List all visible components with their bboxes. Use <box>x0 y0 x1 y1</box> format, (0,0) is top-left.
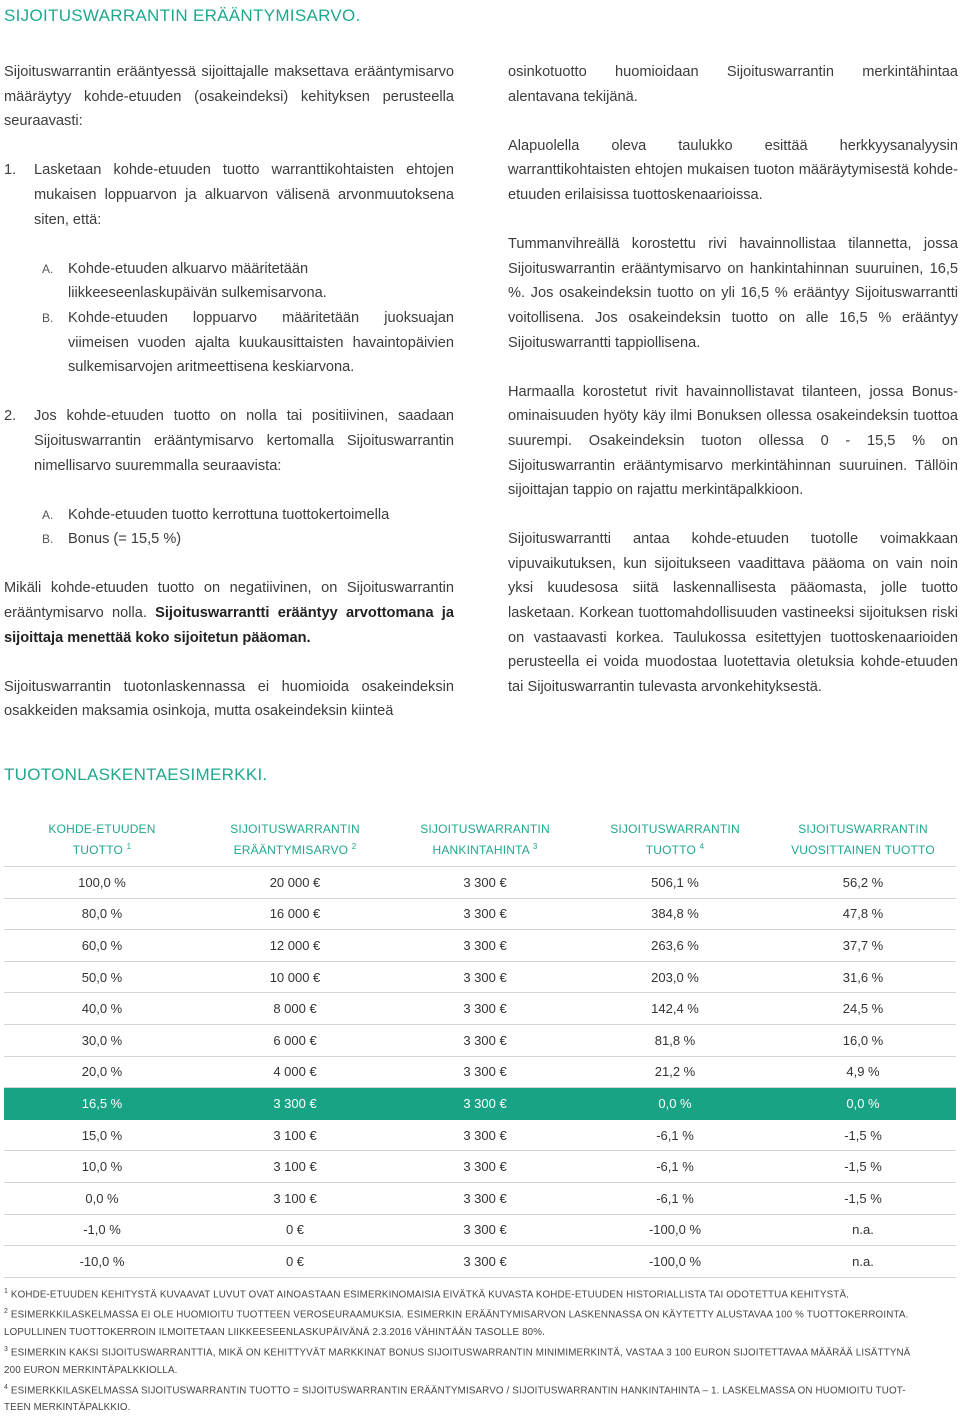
footnote-2-cont: LOPULLINEN TUOTTOKERROIN ILMOITETAAN LIIKKEESEENLASKUPÄIVÄNÄ 2.3.2016 VÄHINTÄÄN TASOLLE 80%. <box>4 1326 546 1338</box>
table-row <box>4 1246 956 1278</box>
cell-underlying-return: 80,0 % <box>81 906 123 922</box>
list-item-2a <box>42 503 454 528</box>
cell-maturity-value: 10 000 € <box>269 969 321 985</box>
cell-maturity-value: 12 000 € <box>269 937 321 953</box>
column-header: SIJOITUSWARRANTIN VUOSITTAINEN TUOTTO <box>791 822 935 857</box>
cell-purchase-price: 3 300 € <box>463 1127 507 1143</box>
section-title-example: TUOTONLASKENTAESIMERKKI. <box>4 765 268 784</box>
footnote-3: $^3$ ESIMERKIN KAKSI SIJOITUSWARRANTTIA, MIKÄ ON KEHITTYVÄT MARKKINAT BONUS SIJOITUSWARRANTIN MINIMIMERKINTÄ, VASTAA 3 100 EURON SIJOITETTAVAA MÄÄRÄÄ LISÄTTYNÄ <box>4 1346 911 1359</box>
cell-annual-return: -1,5 % <box>844 1127 882 1143</box>
cell-annual-return: 24,5 % <box>842 1001 884 1017</box>
list-item-2b <box>42 527 454 552</box>
list-text: Kohde-etuuden alkuarvo määritetään liikkeeseenlaskupäivän sulkemisarvona. <box>68 260 327 302</box>
table-row <box>4 1025 956 1057</box>
right-paragraph-5: Sijoituswarrantti antaa kohde-etuuden tuotolle voimakkaan vipuvaikutuksen, kun sijoitukseen vaadittava pääoma on vain noin yksi kuudesosa siitä laskennallisesta pääomasta, jolle tuotto lasketaan. Korkean tuottomahdollisuuden vastineeksi sijoituksen riski on vastaavasti korkea. Taulukossa esitettyjen tuottoskenaarioiden perusteella ei voida muodostaa luotettavia oletuksia kohde-etuuden tai Sijoituswarrantin tulevasta arvonkehityksestä. <box>508 531 958 695</box>
dividend-paragraph: Sijoituswarrantin tuotonlaskennassa ei huomioida osakeindeksin osakkeiden maksamia osinkoja, mutta osakeindeksin kiinteä <box>4 678 454 720</box>
list-number: 2. <box>4 408 17 425</box>
cell-underlying-return: 50,0 % <box>81 969 123 985</box>
cell-annual-return: 56,2 % <box>842 874 884 890</box>
cell-underlying-return: -1,0 % <box>83 1222 121 1238</box>
list-number: 1. <box>4 162 17 179</box>
cell-underlying-return: 15,0 % <box>81 1127 123 1143</box>
cell-annual-return: 47,8 % <box>842 906 884 922</box>
table-row <box>4 1120 956 1152</box>
table-row <box>4 1183 956 1215</box>
cell-warrant-return: -6,1 % <box>656 1159 694 1175</box>
cell-warrant-return: 263,6 % <box>651 937 699 953</box>
cell-maturity-value: 3 300 € <box>273 1095 317 1111</box>
cell-warrant-return: -100,0 % <box>648 1253 702 1269</box>
list-item-1b <box>42 306 454 380</box>
table-row <box>4 1057 956 1089</box>
table-row <box>4 899 956 931</box>
cell-underlying-return: 10,0 % <box>81 1159 123 1175</box>
negative-return-bold: Sijoituswarrantti erääntyy arvottomana ja sijoittaja menettää koko sijoitetun pääoman. <box>4 605 454 646</box>
cell-annual-return: -1,5 % <box>844 1159 882 1175</box>
cell-underlying-return: 100,0 % <box>78 874 126 890</box>
table-row <box>4 1215 956 1247</box>
cell-underlying-return: -10,0 % <box>79 1253 125 1269</box>
footnote-4-cont: TEEN MERKINTÄPALKKIO. <box>4 1402 131 1414</box>
cell-purchase-price: 3 300 € <box>463 1064 507 1080</box>
list-letter: B. <box>42 310 54 325</box>
cell-maturity-value: 20 000 € <box>269 874 321 890</box>
table-row <box>4 1151 956 1183</box>
right-paragraph-4: Harmaalla korostetut rivit havainnollistavat tilanteen, jossa Bonus-ominaisuuden hyöty käy ilmi Bonuksen ollessa osakeindeksin tuottoa suurempi. Osakeindeksin tuoton ollessa 0 - 15,5 % on Sijoituswarrantin erääntymisarvo merkintähinnan suuruinen. Tällöin sijoittajan tappio on rajattu merkintäpalkkioon. <box>508 383 958 499</box>
cell-warrant-return: 21,2 % <box>654 1064 696 1080</box>
cell-warrant-return: 203,0 % <box>651 969 699 985</box>
left-column <box>4 60 454 724</box>
list-text: Kohde-etuuden loppuarvo määritetään juoksuajan viimeisen vuoden ajalta kuukausittaisten havaintopäivien sulkemisarvojen aritmeettisena keskiarvona. <box>68 309 454 376</box>
cell-annual-return: 16,0 % <box>842 1032 884 1048</box>
footnote-4: $^4$ ESIMERKKILASKELMASSA SIJOITUSWARRANTIN TUOTTO = SIJOITUSWARRANTIN ERÄÄNTYMISARVO / SIJOITUSWARRANTIN HANKINTAHINTA – 1. LASKELMASSA ON HUOMIOITU TUOT- <box>4 1383 906 1397</box>
negative-return-paragraph <box>4 576 454 650</box>
column-header: SIJOITUSWARRANTIN TUOTTO $^4$ <box>610 822 740 857</box>
list-letter: A. <box>42 261 54 276</box>
cell-purchase-price: 3 300 € <box>463 1190 507 1206</box>
column-header: SIJOITUSWARRANTIN ERÄÄNTYMISARVO $^2$ <box>230 822 360 857</box>
cell-warrant-return: -100,0 % <box>648 1222 702 1238</box>
cell-maturity-value: 6 000 € <box>273 1032 317 1048</box>
cell-annual-return: n.a. <box>852 1253 874 1269</box>
list-text: Bonus (= 15,5 %) <box>68 531 182 548</box>
intro-paragraph: Sijoituswarrantin erääntyessä sijoittajalle maksettava erääntymisarvo määräytyy kohde-etuuden (osakeindeksi) kehityksen perusteella seuraavasti: <box>4 64 454 130</box>
cell-warrant-return: 81,8 % <box>654 1032 696 1048</box>
cell-annual-return: 37,7 % <box>842 937 884 953</box>
cell-purchase-price: 3 300 € <box>463 937 507 953</box>
table-row-highlighted <box>4 1088 956 1120</box>
cell-purchase-price: 3 300 € <box>463 1001 507 1017</box>
footnote-3-cont: 200 EURON MERKINTÄPALKKIOLLA. <box>4 1364 178 1376</box>
cell-warrant-return: 506,1 % <box>651 874 699 890</box>
cell-underlying-return: 30,0 % <box>81 1032 123 1048</box>
list-item-1 <box>4 158 454 232</box>
cell-warrant-return: 0,0 % <box>658 1095 692 1111</box>
table-row <box>4 930 956 962</box>
column-header: KOHDE-ETUUDEN TUOTTO $^1$ <box>48 822 156 857</box>
footnotes <box>4 1283 959 1416</box>
cell-underlying-return: 20,0 % <box>81 1064 123 1080</box>
list-text: Jos kohde-etuuden tuotto on nolla tai positiivinen, saadaan Sijoituswarrantin erääntymisarvo kertomalla Sijoituswarrantin nimellisarvo suuremmalla seuraavista: <box>34 408 454 474</box>
cell-annual-return: n.a. <box>852 1222 874 1238</box>
cell-underlying-return: 0,0 % <box>85 1190 119 1206</box>
column-header: SIJOITUSWARRANTIN HANKINTAHINTA $^3$ <box>420 822 550 857</box>
cell-purchase-price: 3 300 € <box>463 1159 507 1175</box>
table-body <box>4 866 956 1278</box>
cell-purchase-price: 3 300 € <box>463 1253 507 1269</box>
cell-maturity-value: 8 000 € <box>273 1001 317 1017</box>
cell-annual-return: 31,6 % <box>842 969 884 985</box>
cell-maturity-value: 4 000 € <box>273 1064 317 1080</box>
table-row <box>4 962 956 994</box>
cell-warrant-return: 384,8 % <box>651 906 699 922</box>
footnote-2: $^2$ ESIMERKKILASKELMASSA EI OLE HUOMIOITU TUOTTEEN VEROSEURAAMUKSIA. ESIMERKIN ERÄÄNTYMISARVON LASKENNASSA ON KÄYTETTY ALUSTAVAA 100 % TUOTTOKERROINTA. <box>4 1308 909 1321</box>
right-paragraph-1: osinkotuotto huomioidaan Sijoituswarrantin merkintähintaa alentavana tekijänä. <box>508 64 958 105</box>
cell-maturity-value: 16 000 € <box>269 906 321 922</box>
cell-purchase-price: 3 300 € <box>463 906 507 922</box>
list-item-2 <box>4 404 454 478</box>
list-text: Kohde-etuuden tuotto kerrottuna tuottokertoimella <box>68 506 390 523</box>
cell-warrant-return: -6,1 % <box>656 1127 694 1143</box>
right-column <box>508 60 958 699</box>
cell-maturity-value: 3 100 € <box>273 1127 317 1143</box>
footnote-1: $^1$ KOHDE-ETUUDEN KEHITYSTÄ KUVAAVAT LUVUT OVAT AINOASTAAN ESIMERKINOMAISIA EIVÄTKÄ KUVASTA KOHDE-ETUUDEN HISTORIALLISTA TAI ODOTETTUA KEHITYSTÄ. <box>4 1288 850 1301</box>
cell-underlying-return: 60,0 % <box>81 937 123 953</box>
list-letter: A. <box>42 507 54 522</box>
cell-purchase-price: 3 300 € <box>463 969 507 985</box>
section-title-maturity-value: SIJOITUSWARRANTIN ERÄÄNTYMISARVO. <box>4 6 361 25</box>
cell-underlying-return: 40,0 % <box>81 1001 123 1017</box>
cell-annual-return: 4,9 % <box>846 1064 880 1080</box>
cell-purchase-price: 3 300 € <box>463 1032 507 1048</box>
table-header <box>4 820 956 860</box>
list-text: Lasketaan kohde-etuuden tuotto warranttikohtaisten ehtojen mukaisen loppuarvon ja alkuarvon välisenä arvonmuutoksena siten, että: <box>34 162 454 228</box>
list-letter: B. <box>42 532 54 547</box>
cell-underlying-return: 16,5 % <box>81 1095 123 1111</box>
cell-annual-return: -1,5 % <box>844 1190 882 1206</box>
right-paragraph-3: Tummanvihreällä korostettu rivi havainnollistaa tilannetta, jossa Sijoituswarrantin erääntymisarvo on hankintahinnan suuruinen, 16,5 %. Jos osakeindeksin tuotto on yli 16,5 % erääntyy Sijoituswarrantti voitollisena. Jos osakeindeksin tuotto on alle 16,5 % erääntyy Sijoituswarrantti tappiollisena. <box>508 236 958 351</box>
list-item-1a <box>42 257 454 306</box>
return-example-table <box>4 820 956 1269</box>
cell-maturity-value: 3 100 € <box>273 1159 317 1175</box>
table-row <box>4 993 956 1025</box>
negative-return-text: Mikäli kohde-etuuden tuotto on negatiivinen, on Sijoituswarrantin erääntymisarvo nolla. <box>4 580 454 622</box>
cell-maturity-value: 0 € <box>285 1222 305 1238</box>
cell-warrant-return: 142,4 % <box>651 1001 699 1017</box>
cell-maturity-value: 0 € <box>285 1253 305 1269</box>
right-paragraph-2: Alapuolella oleva taulukko esittää herkkyysanalyysin warranttikohtaisten ehtojen mukaisen tuoton määräytymisestä kohde-etuuden erilaisissa tuottoskenaarioissa. <box>508 137 958 203</box>
cell-purchase-price: 3 300 € <box>463 1095 507 1111</box>
cell-purchase-price: 3 300 € <box>463 874 507 890</box>
cell-purchase-price: 3 300 € <box>463 1222 507 1238</box>
cell-annual-return: 0,0 % <box>846 1095 880 1111</box>
cell-maturity-value: 3 100 € <box>273 1190 317 1206</box>
cell-warrant-return: -6,1 % <box>656 1190 694 1206</box>
table-row <box>4 866 956 899</box>
